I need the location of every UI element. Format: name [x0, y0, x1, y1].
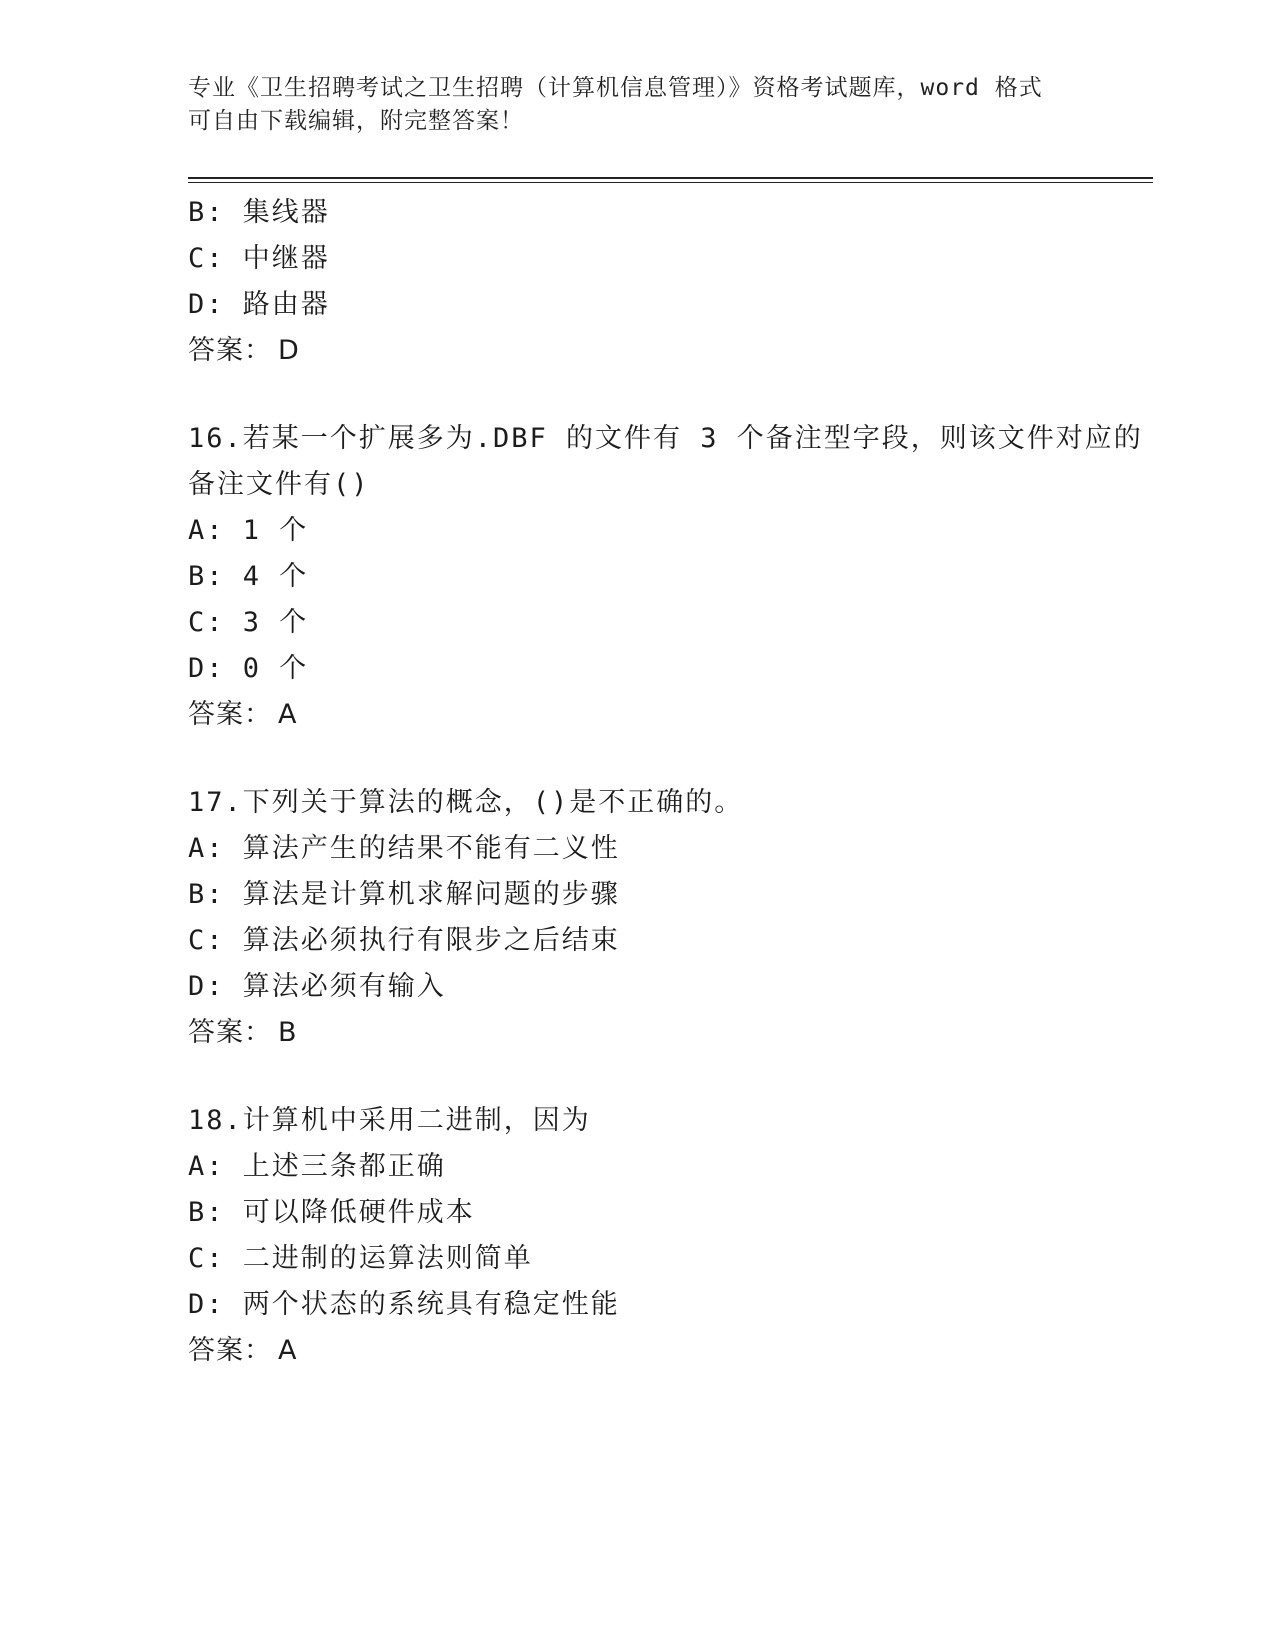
- question-17: [188, 780, 1148, 1056]
- option-b: B: 算法是计算机求解问题的步骤: [188, 879, 620, 910]
- answer-value: B: [278, 1017, 298, 1048]
- header-title-line-2: 可自由下载编辑，附完整答案！: [188, 108, 524, 134]
- answer-label: 答案：: [188, 335, 272, 366]
- option-c: C: 中继器: [188, 243, 330, 274]
- question-16: [188, 416, 1148, 738]
- answer-value: A: [278, 1335, 298, 1366]
- document-header: [188, 72, 1088, 138]
- option-c: C: 3 个: [188, 607, 309, 638]
- option-c: C: 算法必须执行有限步之后结束: [188, 925, 620, 956]
- header-title-line-1: 专业《卫生招聘考试之卫生招聘（计算机信息管理）》资格考试题库，word 格式: [188, 75, 1043, 101]
- answer-value: A: [278, 699, 298, 730]
- question-stem-line-2: 备注文件有(): [188, 469, 370, 500]
- answer-line: [188, 328, 1148, 374]
- option-a: A: 算法产生的结果不能有二义性: [188, 833, 620, 864]
- answer-label: 答案：: [188, 1017, 272, 1048]
- option-a: A: 上述三条都正确: [188, 1151, 446, 1182]
- answer-line: [188, 692, 1148, 738]
- option-b: B: 集线器: [188, 197, 330, 228]
- answer-value: D: [278, 335, 300, 366]
- answer-line: [188, 1010, 1148, 1056]
- question-stem-line-1: 18.计算机中采用二进制，因为: [188, 1105, 591, 1136]
- answer-label: 答案：: [188, 699, 272, 730]
- option-b: B: 可以降低硬件成本: [188, 1197, 475, 1228]
- option-c: C: 二进制的运算法则简单: [188, 1243, 533, 1274]
- option-a: A: 1 个: [188, 515, 309, 546]
- option-d: D: 两个状态的系统具有稳定性能: [188, 1289, 620, 1320]
- header-divider-thin: [188, 182, 1153, 183]
- option-d: D: 0 个: [188, 653, 309, 684]
- question-stem-line-1: 17.下列关于算法的概念，()是不正确的。: [188, 787, 744, 818]
- header-divider-thick: [188, 177, 1153, 179]
- answer-line: [188, 1328, 1148, 1374]
- option-d: D: 路由器: [188, 289, 330, 320]
- option-d: D: 算法必须有输入: [188, 971, 446, 1002]
- question-18: [188, 1098, 1148, 1374]
- question-15-continued: [188, 190, 1148, 374]
- option-b: B: 4 个: [188, 561, 309, 592]
- question-stem-line-1: 16.若某一个扩展多为.DBF 的文件有 3 个备注型字段，则该文件对应的: [188, 423, 1143, 454]
- answer-label: 答案：: [188, 1335, 272, 1366]
- question-content: [188, 190, 1148, 1374]
